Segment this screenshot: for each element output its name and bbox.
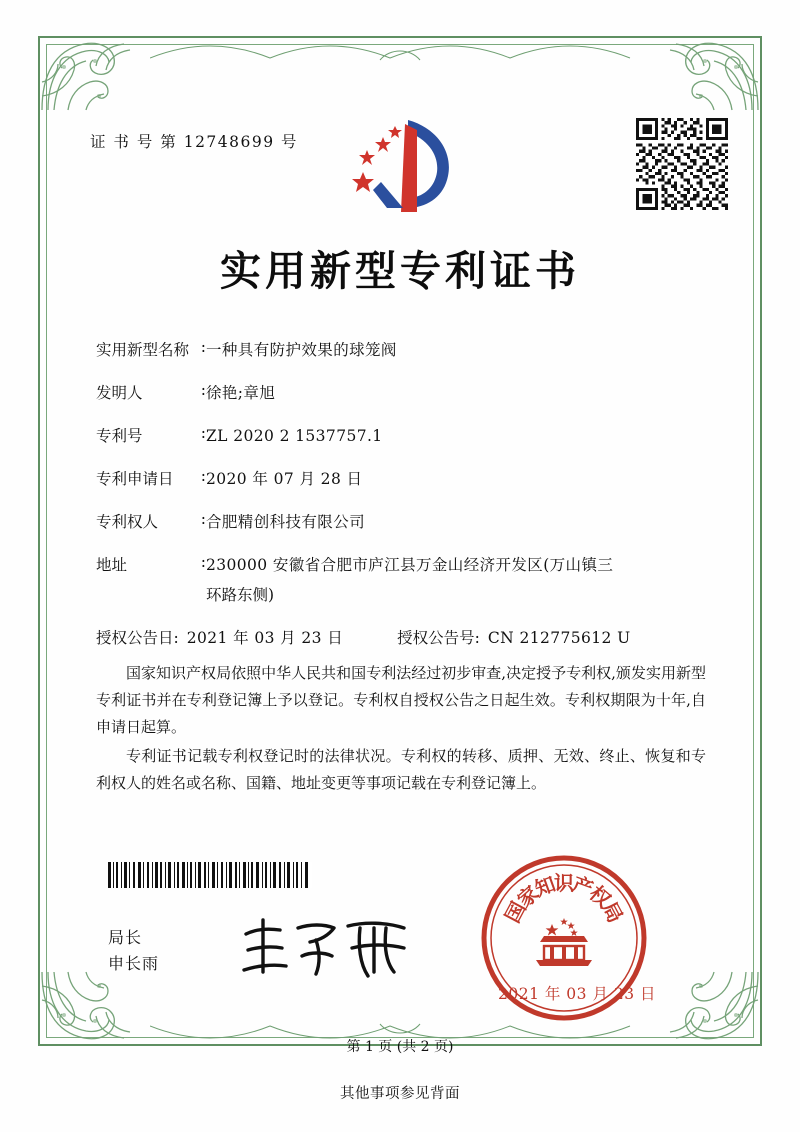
barcode-icon (108, 862, 312, 888)
announcement-date-label: 授权公告日: (96, 629, 179, 647)
corner-ornament-bottom-right (666, 968, 762, 1046)
field-inventor (96, 381, 716, 403)
svg-text:局: 局 (597, 897, 628, 927)
field-label (96, 381, 206, 403)
field-label-text: 地址 (96, 556, 128, 574)
announcement-number-value: CN 212775612 U (487, 629, 631, 647)
field-label-text: 专利权人 (96, 513, 159, 531)
field-address (96, 553, 716, 575)
body-text (96, 660, 706, 799)
svg-text:家: 家 (512, 880, 544, 913)
signature-name: 申长雨 (108, 954, 160, 973)
page-title: 实用新型专利证书 (220, 247, 580, 295)
svg-text:识: 识 (554, 871, 574, 895)
field-label (96, 338, 206, 360)
page-number: 第 1 页 (共 2 页) (346, 1039, 454, 1055)
field-label (96, 510, 206, 532)
cnipa-logo-icon (345, 112, 465, 220)
body-paragraph-2: 专利证书记载专利权登记时的法律状况。专利权的转移、质押、无效、终止、恢复和专利权人的姓名或名称、国籍、地址变更等事项记载在专利登记簿上。 (96, 747, 706, 792)
field-label-text: 实用新型名称 (96, 341, 190, 359)
field-label (96, 467, 206, 489)
field-value: ZL 2020 2 1537757.1 (206, 427, 383, 445)
corner-ornament-top-left (38, 36, 134, 114)
field-colon: : (200, 510, 206, 528)
svg-text:知: 知 (531, 871, 559, 902)
field-value: 一种具有防护效果的球笼阀 (206, 341, 397, 359)
seal-date: 2021 年 03 月 23 日 (498, 985, 657, 1003)
certificate-number: 证 书 号 第 12748699 号 (90, 133, 299, 151)
qr-code-icon (636, 118, 728, 210)
announcement-date (96, 626, 343, 648)
field-value: 徐艳;章旭 (206, 384, 276, 402)
field-colon: : (200, 467, 206, 485)
field-colon: : (200, 424, 206, 442)
corner-ornament-top-right (666, 36, 762, 114)
field-value: 合肥精创科技有限公司 (206, 513, 366, 531)
field-patentee (96, 510, 716, 532)
field-label-text: 专利申请日 (96, 470, 174, 488)
field-list (96, 338, 716, 662)
field-value: 2020 年 07 月 28 日 (206, 470, 363, 488)
field-patent-number (96, 424, 716, 446)
announcement-number-label: 授权公告号: (397, 629, 480, 647)
grant-row (96, 626, 716, 648)
field-label (96, 424, 206, 446)
svg-text:国: 国 (500, 897, 531, 927)
field-value: 230000 安徽省合肥市庐江县万金山经济开发区(万山镇三 (206, 556, 614, 574)
signature-title: 局长 (108, 928, 143, 947)
field-label-text: 专利号 (96, 427, 143, 445)
signature-block (108, 925, 159, 977)
svg-text:权: 权 (584, 880, 616, 913)
handwritten-signature-icon (236, 912, 426, 984)
field-colon: : (200, 338, 206, 356)
border-flourish-top (150, 38, 650, 64)
field-label-text: 发明人 (96, 384, 143, 402)
field-label (96, 553, 206, 575)
field-colon: : (200, 381, 206, 399)
announcement-date-value: 2021 年 03 月 23 日 (186, 629, 344, 647)
field-utility-model-name (96, 338, 716, 360)
corner-ornament-bottom-left (38, 968, 134, 1046)
announcement-number (397, 626, 630, 648)
field-colon: : (200, 553, 206, 571)
svg-text:产: 产 (569, 871, 597, 902)
field-address-continuation: 环路东侧) (206, 586, 275, 604)
body-paragraph-1: 国家知识产权局依照中华人民共和国专利法经过初步审查,决定授予专利权,颁发实用新型专利证书并在专利登记簿上予以登记。专利权自授权公告之日起生效。专利权期限为十年,自申请日起算。 (96, 664, 706, 736)
field-application-date (96, 467, 716, 489)
footer-note: 其他事项参见背面 (340, 1086, 460, 1102)
